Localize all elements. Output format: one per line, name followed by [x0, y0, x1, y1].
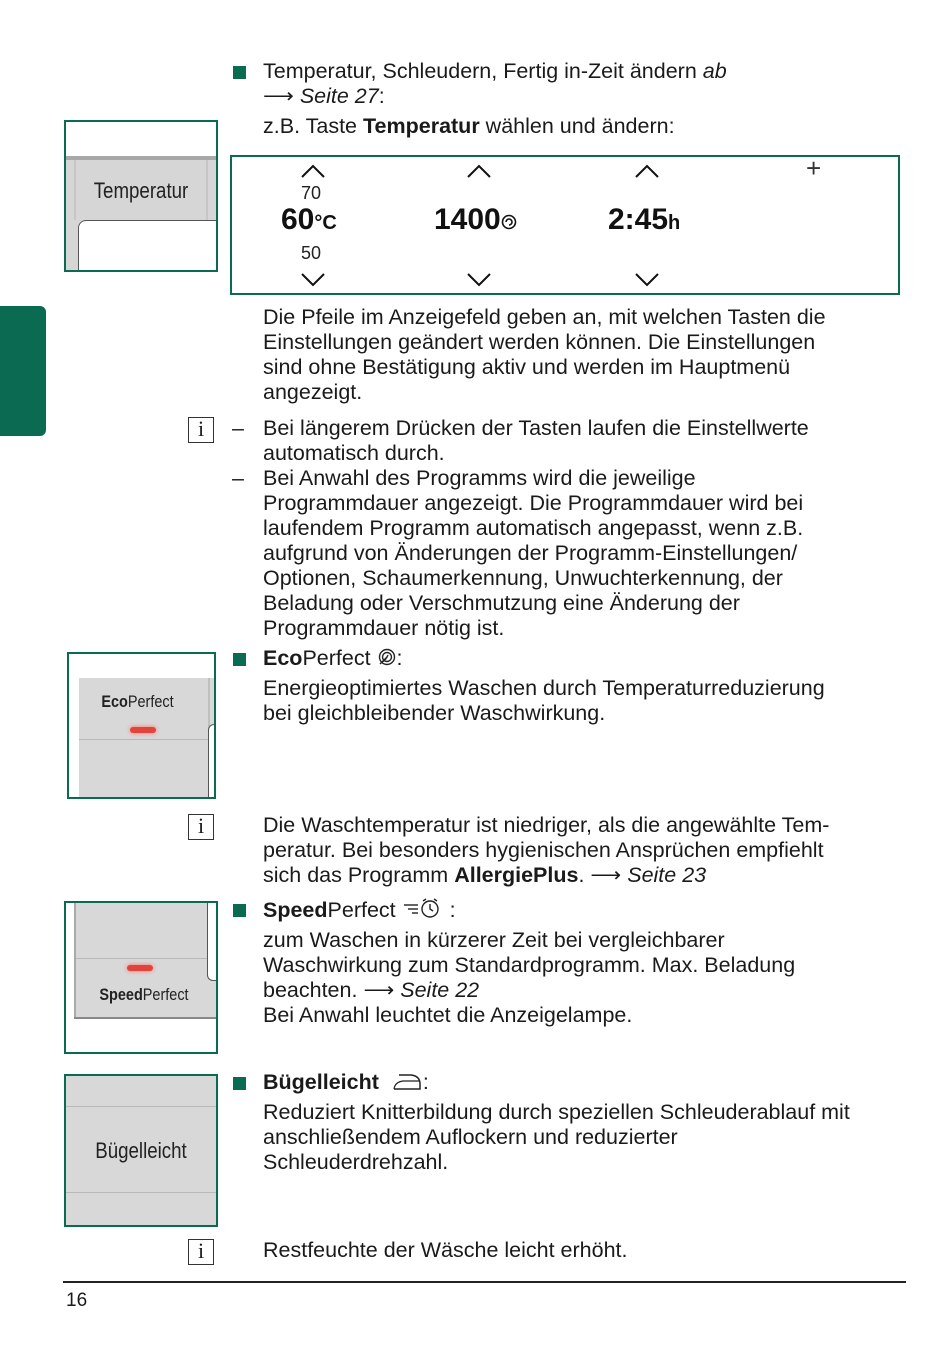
footer-divider	[63, 1281, 906, 1283]
buegelleicht-heading: Bügelleicht :	[263, 1070, 429, 1094]
info-note-1: Bei längerem Drücken der Tasten laufen die Einstellwerte automatisch durch.	[263, 416, 809, 465]
temp-upper-value: 70	[301, 183, 322, 203]
speedperfect-button-label: SpeedPerfect	[99, 985, 189, 1004]
plus-icon: +	[806, 153, 822, 183]
temp-down-arrow-icon	[300, 271, 326, 287]
info-icon: i	[188, 814, 214, 840]
speedperfect-button-image	[64, 901, 218, 1054]
ecoperfect-heading: EcoPerfect :	[263, 646, 403, 670]
info-icon: i	[188, 417, 214, 443]
temp-unit: °C	[314, 212, 337, 234]
bullet-marker	[233, 66, 246, 79]
ecoperfect-icon	[377, 647, 397, 667]
chapter-tab	[0, 306, 46, 436]
speedperfect-heading: SpeedPerfect :	[263, 898, 456, 922]
temp-lower-value: 50	[301, 243, 322, 263]
ecoperfect-button-label: EcoPerfect	[101, 692, 174, 711]
bullet-marker	[233, 653, 246, 666]
time-down-arrow-icon	[634, 271, 660, 287]
section-temperature-heading: Temperatur, Schleudern, Fertig in-Zeit ändern ab ⟶ Seite 27:	[263, 59, 727, 108]
page-ref[interactable]: Seite 23	[627, 863, 707, 887]
bullet-marker	[233, 904, 246, 917]
info-icon: i	[188, 1239, 214, 1265]
example-line: z.B. Taste Temperatur wählen und ändern:	[263, 114, 675, 138]
spin-down-arrow-icon	[466, 271, 492, 287]
indicator-led	[130, 727, 156, 733]
temp-up-arrow-icon	[300, 163, 326, 179]
spin-value: 1400	[434, 203, 517, 237]
buegelleicht-button-image	[64, 1074, 218, 1227]
spin-icon	[501, 214, 517, 230]
time-unit: h	[668, 212, 681, 234]
speedperfect-description: zum Waschen in kürzerer Zeit bei vergleichbarer Waschwirkung zum Standardprogramm. Max. Beladung beachten. ⟶ Seite 22 Bei Anwahl leuchtet die Anzeigelampe.	[263, 928, 796, 1027]
arrows-explanation: Die Pfeile im Anzeigefeld geben an, mit welchen Tasten die Einstellungen geändert werden können. Die Einstellungen sind ohne Bestätigung aktiv und werden im Hauptmenü angezeigt.	[263, 305, 826, 404]
temperatur-button-label: Temperatur	[93, 178, 189, 203]
dash-marker: –	[232, 416, 244, 440]
spin-up-arrow-icon	[466, 163, 492, 179]
ref-arrow: ⟶	[263, 84, 294, 108]
buegelleicht-description: Reduziert Knitterbildung durch speziellen Schleuderablauf mit anschließendem Auflockern und reduzierter Schleuderdrehzahl.	[263, 1100, 850, 1174]
indicator-led	[127, 965, 153, 971]
ecoperfect-description: Energieoptimiertes Waschen durch Temperaturreduzierung bei gleichbleibender Waschwirkung.	[263, 676, 825, 725]
buegelleicht-note: Restfeuchte der Wäsche leicht erhöht.	[263, 1238, 628, 1262]
bullet-marker	[233, 1077, 246, 1090]
iron-icon	[391, 1070, 423, 1092]
page-ref[interactable]: Seite 27	[299, 84, 379, 108]
page-ref[interactable]: Seite 22	[400, 978, 480, 1002]
dash-marker: –	[232, 466, 244, 490]
ecoperfect-note: Die Waschtemperatur ist niedriger, als die angewählte Tem- peratur. Bei besonders hygienischen Ansprüchen empfiehlt sich das Programm AllergiePlus. ⟶ Seite 23	[263, 813, 830, 887]
time-value: 2:45h	[608, 203, 681, 236]
speed-clock-icon	[402, 897, 444, 919]
time-up-arrow-icon	[634, 163, 660, 179]
buegelleicht-button-label: Bügelleicht	[95, 1138, 187, 1163]
ref-arrow: ⟶	[363, 978, 395, 1002]
display-panel	[230, 155, 900, 295]
ref-arrow: ⟶	[590, 863, 622, 887]
page-number: 16	[66, 1290, 88, 1311]
ecoperfect-button-image	[67, 652, 216, 799]
info-note-2: Bei Anwahl des Programms wird die jeweilige Programmdauer angezeigt. Die Programmdauer wird bei laufendem Programm automatisch angepasst, wenn z.B. aufgrund von Änderungen der Programm-Einstellungen/ Optionen, Schaumerkennung, Unwuchterkennung, der Beladung oder Verschmutzung eine Änderung der Programmdauer nötig ist.	[263, 466, 804, 640]
temperatur-button-image	[64, 120, 218, 272]
temp-value: 60°C	[281, 203, 337, 236]
